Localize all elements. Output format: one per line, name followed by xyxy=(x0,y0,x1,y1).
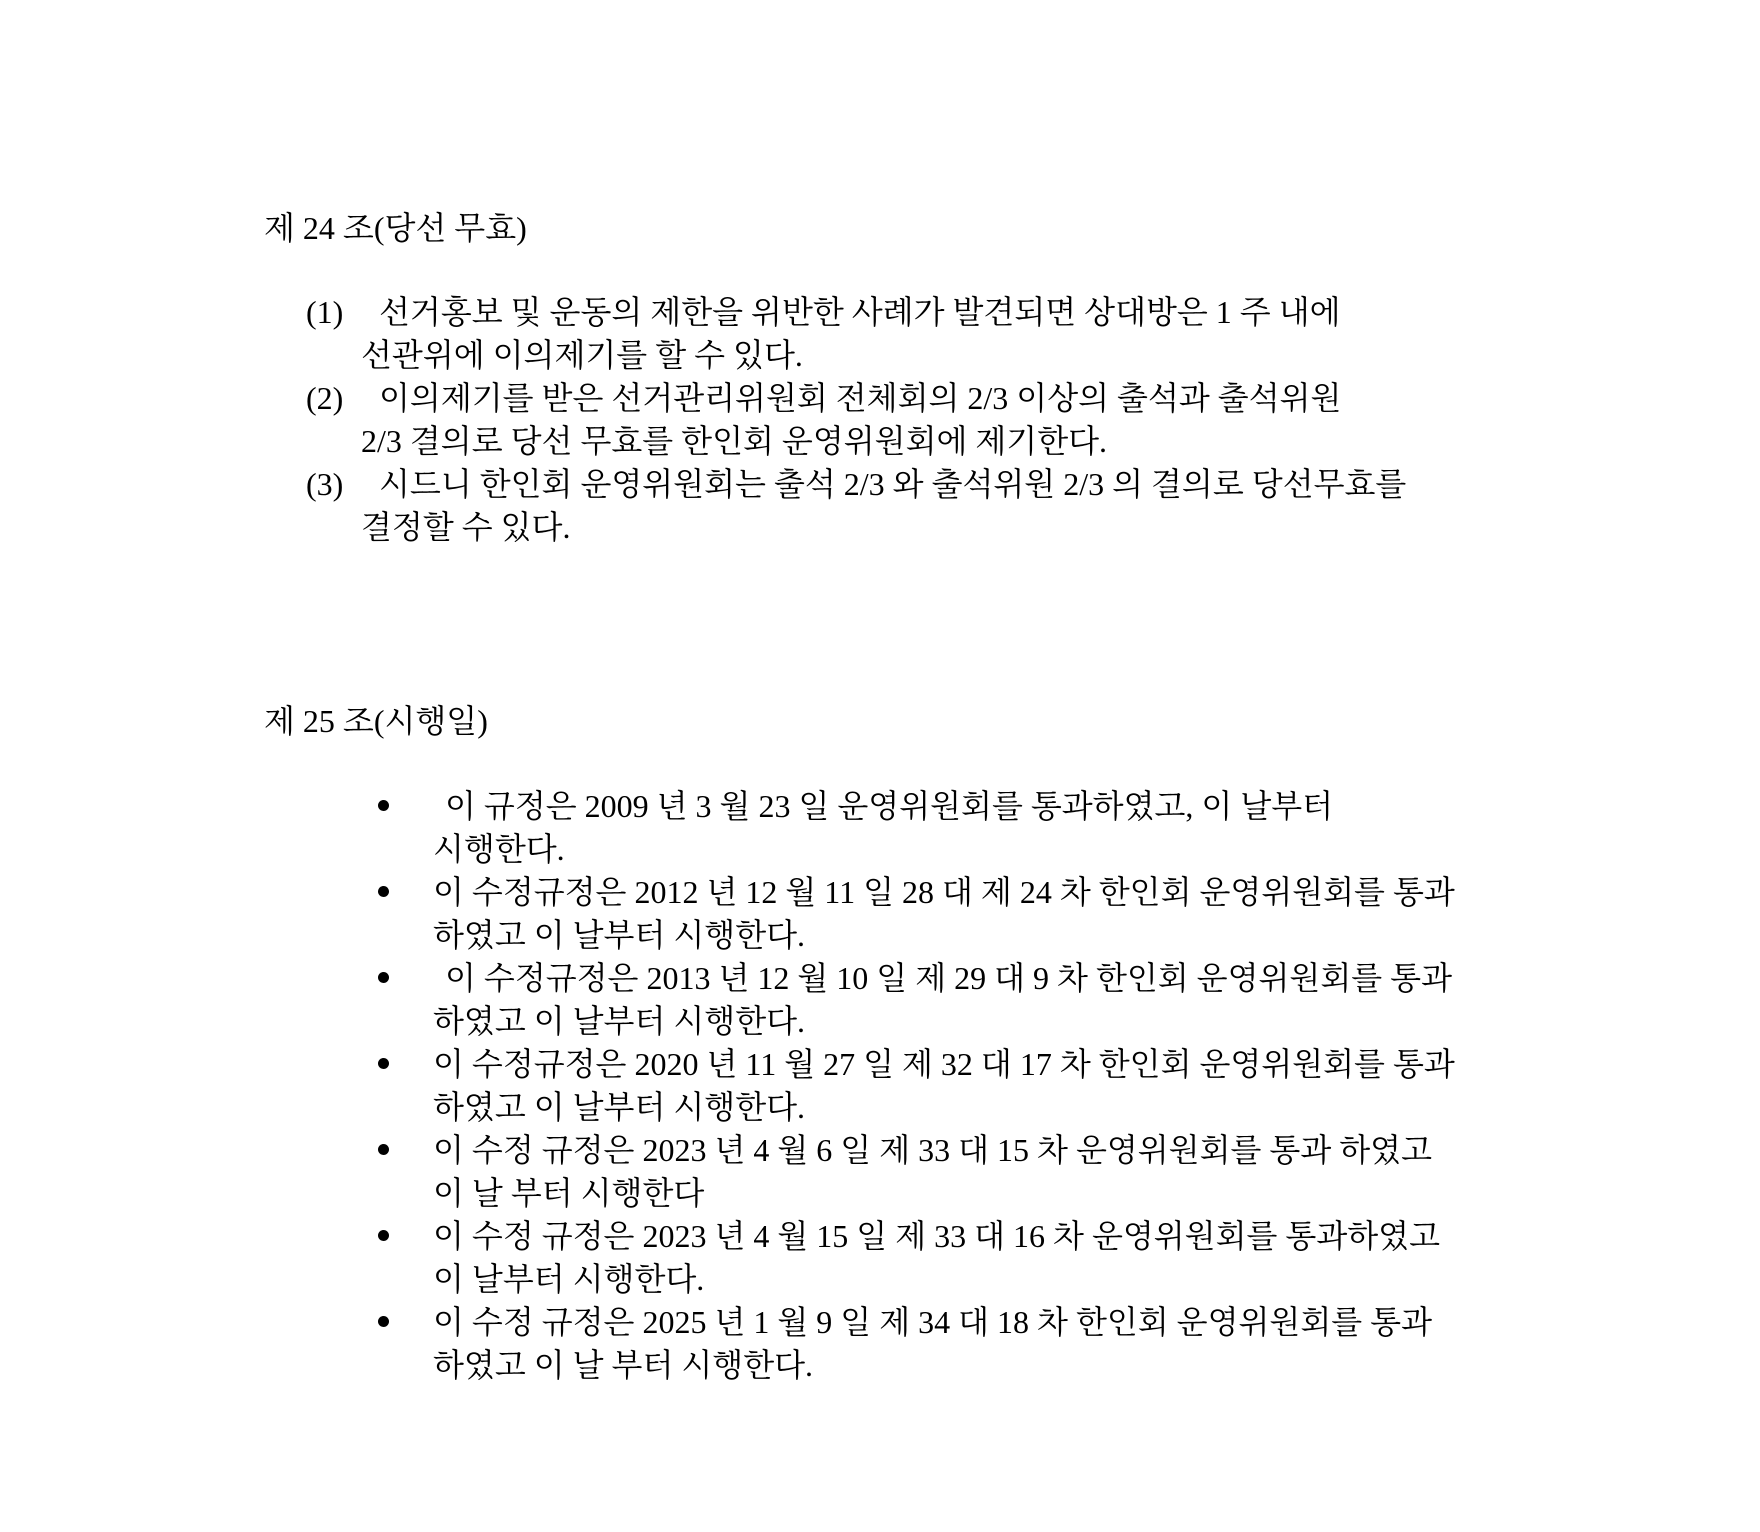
clause-number: (3) xyxy=(306,466,344,502)
item-text-line-2: 하였고 이 날부터 시행한다. xyxy=(433,1003,806,1039)
item-text-line-1: 이 수정 규정은 2023 년 4 월 15 일 제 33 대 16 차 운영위원회를 통과하였고 xyxy=(433,1218,1440,1254)
clause-text-line-1: 시드니 한인회 운영위원회는 출석 2/3 와 출석위원 2/3 의 결의로 당선무효를 xyxy=(379,466,1407,502)
list-item xyxy=(378,1129,1528,1215)
clause-text-line-2: 2/3 결의로 당선 무효를 한인회 운영위원회에 제기한다. xyxy=(361,423,1108,459)
bullet-icon xyxy=(378,972,389,983)
bullet-icon xyxy=(378,1144,389,1155)
clause-number: (2) xyxy=(306,380,344,416)
item-text-line-1: 이 수정규정은 2013 년 12 월 10 일 제 29 대 9 차 한인회 운영위원회를 통과 xyxy=(445,960,1452,996)
clause-2 xyxy=(306,377,1506,463)
bullet-icon xyxy=(378,800,389,811)
list-item xyxy=(378,1215,1528,1301)
list-item xyxy=(378,957,1528,1043)
clause-text-line-2: 결정할 수 있다. xyxy=(361,509,571,545)
clause-text-line-1: 이의제기를 받은 선거관리위원회 전체회의 2/3 이상의 출석과 출석위원 xyxy=(379,380,1342,416)
item-text-line-2: 하였고 이 날부터 시행한다. xyxy=(433,917,806,953)
clause-3 xyxy=(306,463,1506,549)
clause-number: (1) xyxy=(306,294,344,330)
item-text-line-1: 이 수정 규정은 2023 년 4 월 6 일 제 33 대 15 차 운영위원회를 통과 하였고 xyxy=(433,1132,1432,1168)
item-text-line-1: 이 수정 규정은 2025 년 1 월 9 일 제 34 대 18 차 한인회 운영위원회를 통과 xyxy=(433,1304,1432,1340)
item-text-line-1: 이 규정은 2009 년 3 월 23 일 운영위원회를 통과하였고, 이 날부터 xyxy=(445,788,1334,824)
clause-text-line-2: 선관위에 이의제기를 할 수 있다. xyxy=(361,337,803,373)
item-text-line-2: 하였고 이 날부터 시행한다. xyxy=(433,1089,806,1125)
bullet-icon xyxy=(378,1316,389,1327)
clause-1 xyxy=(306,291,1506,377)
list-item xyxy=(378,1301,1528,1387)
bullet-icon xyxy=(378,1230,389,1241)
item-text-line-2: 시행한다. xyxy=(433,831,565,867)
list-item xyxy=(378,871,1528,957)
list-item xyxy=(378,1043,1528,1129)
clause-text-line-1: 선거홍보 및 운동의 제한을 위반한 사례가 발견되면 상대방은 1 주 내에 xyxy=(379,294,1341,330)
list-item xyxy=(378,785,1528,871)
article-25-bullet-list xyxy=(378,785,1528,1387)
bullet-icon xyxy=(378,1058,389,1069)
item-text-line-2: 이 날 부터 시행한다 xyxy=(433,1175,705,1211)
item-text-line-1: 이 수정규정은 2020 년 11 월 27 일 제 32 대 17 차 한인회 운영위원회를 통과 xyxy=(433,1046,1455,1082)
item-text-line-2: 하였고 이 날 부터 시행한다. xyxy=(433,1347,814,1383)
article-24-heading: 제 24 조(당선 무효) xyxy=(264,210,527,246)
item-text-line-2: 이 날부터 시행한다. xyxy=(433,1261,705,1297)
item-text-line-1: 이 수정규정은 2012 년 12 월 11 일 28 대 제 24 차 한인회 운영위원회를 통과 xyxy=(433,874,1455,910)
article-24-clause-list xyxy=(306,291,1506,549)
article-25-heading: 제 25 조(시행일) xyxy=(264,703,488,739)
bullet-icon xyxy=(378,886,389,897)
